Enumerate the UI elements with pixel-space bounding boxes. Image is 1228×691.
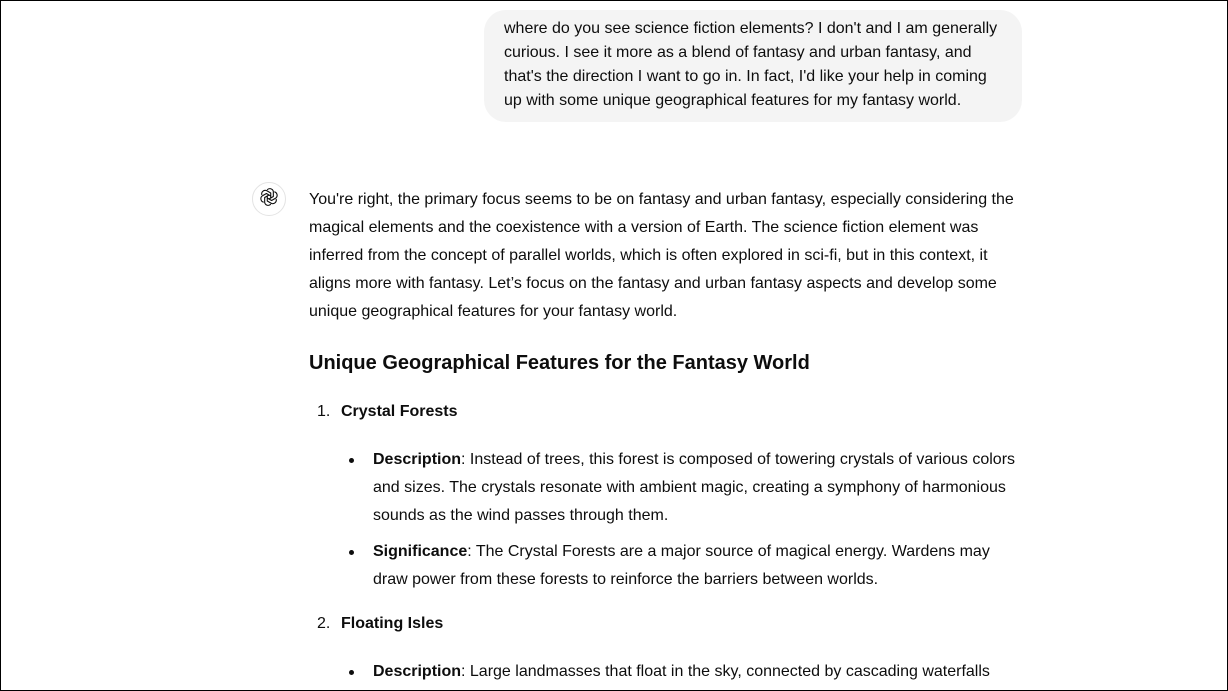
feature-item [309,610,1025,686]
detail-item [341,658,1025,686]
response-heading: Unique Geographical Features for the Fantasy World [309,352,810,374]
feature-details-list [341,446,1025,594]
detail-item [341,538,1025,594]
user-message-text: where do you see science fiction elements? I don't and I am generally curious. I see it more as a blend of fantasy and urban fantasy, and that's the direction I want to go in. In fact, I'd like your help in coming up with some unique geographical features for my fantasy world. [504,20,998,109]
feature-title: Crystal Forests [341,403,458,420]
detail-item [341,446,1025,530]
assistant-intro-paragraph: You're right, the primary focus seems to be on fantasy and urban fantasy, especially considering the magical elements and the coexistence with a version of Earth. The science fiction element was inferred from the concept of parallel worlds, which is often explored in sci-fi, but in this context, it aligns more with fantasy. Let’s focus on the fantasy and urban fantasy aspects and develop some unique geographical features for your fantasy world. [309,191,1014,320]
features-list [309,398,1025,686]
detail-term: Description [373,451,462,468]
openai-logo-icon [259,187,279,212]
detail-text: : The Crystal Forests are a major source of magical energy. Wardens may draw power from these forests to reinforce the barriers between worlds. [373,543,990,588]
bullet-icon [349,458,354,463]
user-message-bubble [484,10,1022,122]
feature-number: 2. [317,615,331,632]
feature-item [309,398,1025,594]
detail-term: Description [373,663,462,680]
detail-text: : Instead of trees, this forest is composed of towering crystals of various colors and sizes. The crystals resonate with ambient magic, creating a symphony of harmonious sounds as the wind passes through them. [373,451,1016,524]
feature-details-list [341,658,1025,686]
bullet-icon [349,670,354,675]
feature-title: Floating Isles [341,615,444,632]
bullet-icon [349,550,354,555]
detail-text: : Large landmasses that float in the sky, connected by cascading waterfalls [461,663,990,680]
assistant-message [309,186,1025,691]
detail-term: Significance [373,543,468,560]
assistant-avatar [252,182,286,216]
feature-number: 1. [317,403,331,420]
